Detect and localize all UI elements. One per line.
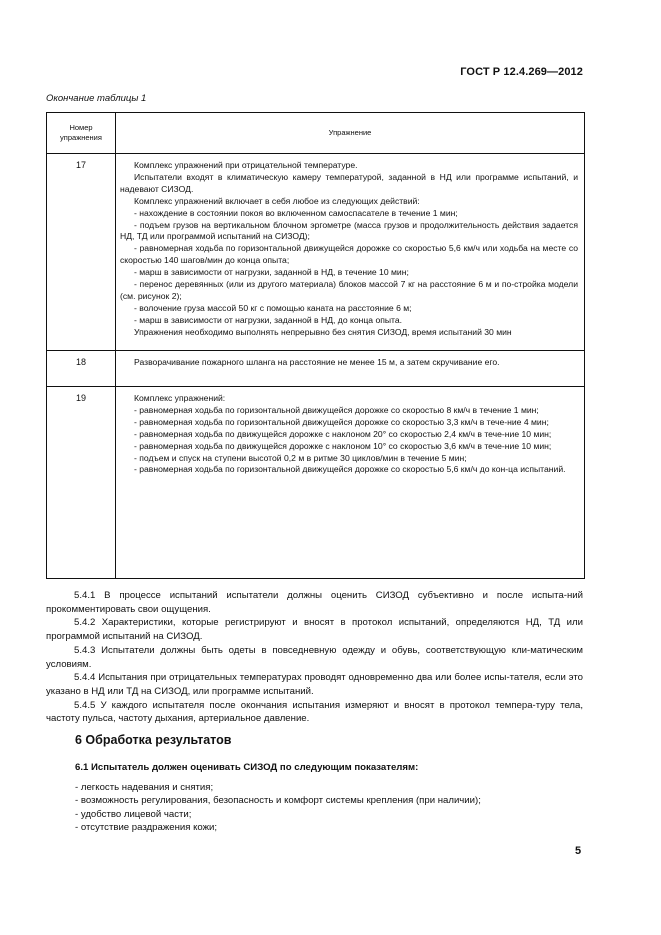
table-header-row — [47, 113, 585, 154]
list-item: - удобство лицевой части; — [75, 808, 192, 820]
row-content — [116, 154, 585, 351]
paragraph: 5.4.4 Испытания при отрицательных температурах проводят одновременно два или более испы-тателя, если это указано в НД или ТД на СИЗОД, или программе испытаний. — [46, 672, 583, 697]
row-line: - равномерная ходьба по движущейся дорожке с наклоном 20° со скоростью 2,4 км/ч в тече-ние 10 мин; — [134, 428, 552, 439]
row-line: - марш в зависимости от нагрузки, заданной в НД, в течение 10 мин; — [134, 267, 409, 278]
row-line: - подъем грузов на вертикальном блочном эргометре (масса грузов и продолжительность действия задается НД, ТД или программой испытаний на СИЗОД); — [120, 219, 578, 242]
criteria-list — [75, 781, 481, 835]
table-row — [47, 351, 585, 387]
section-6-1-heading: 6.1 Испытатель должен оценивать СИЗОД по следующим показателям: — [75, 762, 419, 773]
paragraph: 5.4.5 У каждого испытателя после окончания испытания измеряют и вносят в протокол темпера-туру тела, частоту пульса, частоту дыхания, артериальное давление. — [46, 699, 583, 725]
document-code: ГОСТ Р 12.4.269—2012 — [460, 66, 583, 78]
row-line: Упражнения необходимо выполнять непрерывно без снятия СИЗОД, время испытаний 30 мин — [134, 326, 512, 337]
col-number-header-line: Номер — [69, 123, 93, 132]
row-line: - равномерная ходьба по горизонтальной движущейся дорожке со скоростью 5,6 км/ч до кон-ца испытаний. — [134, 464, 566, 475]
row-line: Комплекс упражнений при отрицательной температуре. — [134, 160, 358, 170]
row-number: 17 — [47, 154, 116, 351]
row-line: - равномерная ходьба по горизонтальной движущейся дорожке со скоростью 8 км/ч в течение 1 мин; — [134, 404, 539, 415]
paragraph: 5.4.3 Испытатели должны быть одеты в повседневную одежду и обувь, соответствующую кли-матическим условиям. — [46, 644, 583, 670]
exercise-table — [46, 112, 585, 579]
row-line: - подъем и спуск на ступени высотой 0,2 м в ритме 30 циклов/мин в течение 5 мин; — [134, 452, 467, 463]
row-content — [116, 351, 585, 387]
section-6-heading: 6 Обработка результатов — [75, 733, 232, 747]
list-item: - возможность регулирования, безопасность и комфорт системы крепления (при наличии); — [75, 795, 481, 807]
row-line: - марш в зависимости от нагрузки, заданной в НД, до конца опыта. — [134, 314, 403, 325]
row-line: - равномерная ходьба по горизонтальной движущейся дорожке со скоростью 5,6 км/ч или ходьба на месте со скоростью 140 шагов/мин до конца опыта; — [120, 243, 578, 266]
row-line: - нахождение в состоянии покоя во включенном самоспасателе в течение 1 мин; — [134, 207, 458, 218]
row-line: Комплекс упражнений: — [134, 393, 226, 403]
row-line: Разворачивание пожарного шланга на расстояние не менее 15 м, а затем скручивание его. — [134, 357, 500, 367]
list-item: - легкость надевания и снятия; — [75, 782, 214, 793]
list-item: - отсутствие раздражения кожи; — [75, 822, 218, 834]
table-row — [47, 387, 585, 579]
row-line: - волочение груза массой 50 кг с помощью каната на расстояние 6 м; — [134, 302, 412, 313]
col-exercise-header: Упражнение — [116, 113, 585, 154]
row-line: - перенос деревянных (или из другого материала) блоков массой 7 кг на расстояние 6 м и по-стройка модели (см. рисунок 2); — [120, 279, 578, 301]
row-content — [116, 387, 585, 579]
table-row — [47, 154, 585, 351]
row-number: 18 — [47, 351, 116, 387]
table-caption: Окончание таблицы 1 — [46, 93, 147, 104]
col-number-header — [47, 113, 116, 154]
row-line: Испытатели входят в климатическую камеру температурой, заданной в НД или программе испытаний, и надевают СИЗОД. — [120, 171, 578, 194]
col-number-header-line: упражнения — [60, 133, 102, 142]
row-number: 19 — [47, 387, 116, 579]
section-5-4-paragraphs — [46, 589, 583, 726]
row-line: Комплекс упражнений включает в себя любое из следующих действий: — [134, 195, 420, 206]
row-line: - равномерная ходьба по горизонтальной движущейся дорожке со скоростью 3,3 км/ч в тече-ние 4 мин; — [134, 416, 549, 427]
paragraph: 5.4.2 Характеристики, которые регистрируют и вносят в протокол испытаний, определяются НД, ТД или программой испытаний на СИЗОД. — [46, 617, 583, 643]
row-line: - равномерная ходьба по движущейся дорожке с наклоном 10° со скоростью 3,6 км/ч в тече-ние 10 мин; — [134, 440, 552, 451]
page-number: 5 — [575, 845, 582, 857]
paragraph: 5.4.1 В процессе испытаний испытатели должны оценить СИЗОД субъективно и после испыта-ний прокомментировать свои ощущения. — [46, 590, 583, 615]
